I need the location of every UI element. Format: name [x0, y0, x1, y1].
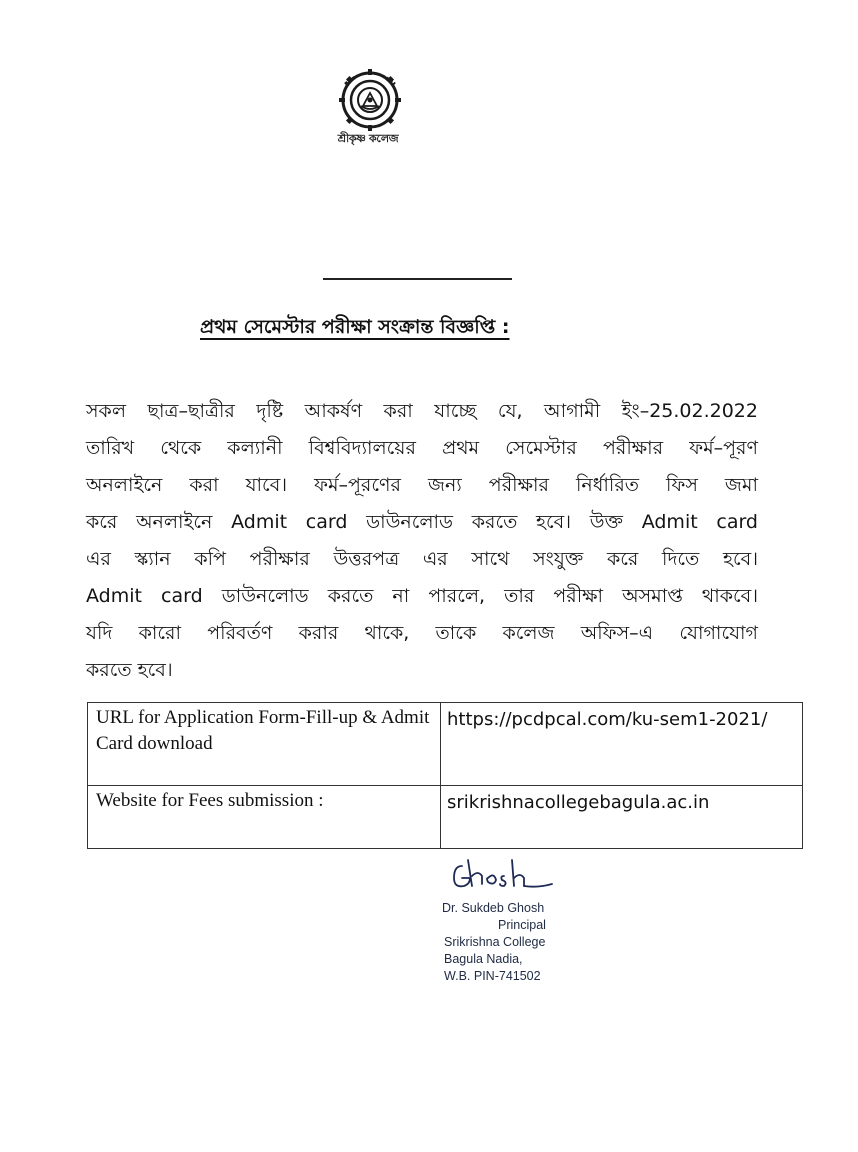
notice-heading: প্রথম সেমেস্টার পরীক্ষা সংক্রান্ত বিজ্ঞপ্তি :	[200, 316, 510, 338]
notice-line: করতে হবে।	[86, 659, 173, 681]
notice-line: তারিখ থেকে কল্যানী বিশ্ববিদ্যালয়ের প্রথম সেমেস্টার পরীক্ষার ফর্ম–পূরণ	[86, 437, 758, 459]
signatory-place: Bagula Nadia,	[444, 952, 523, 966]
table-label-cell: Website for Fees submission :	[88, 786, 441, 849]
fees-website-link[interactable]: srikrishnacollegebagula.ac.in	[441, 786, 803, 849]
principal-signature	[448, 852, 558, 898]
signatory-name: Dr. Sukdeb Ghosh	[442, 901, 545, 915]
notice-line: সকল ছাত্র–ছাত্রীর দৃষ্টি আকর্ষণ করা যাচ্ছে যে, আগামী ইং–25.02.2022	[86, 400, 758, 422]
notice-line: Admit card ডাউনলোড করতে না পারলে, তার পরীক্ষা অসমাপ্ত থাকবে।	[86, 585, 758, 607]
separator-line	[323, 278, 512, 280]
notice-line: অনলাইনে করা যাবে। ফর্ম–পূরণের জন্য পরীক্ষার নির্ধারিত ফিস জমা	[86, 474, 758, 496]
signatory-pin: W.B. PIN-741502	[444, 969, 541, 983]
signatory-title: Principal	[498, 918, 546, 932]
table-label-cell: URL for Application Form-Fill-up & Admit Card download	[88, 703, 441, 786]
notice-body	[86, 393, 758, 689]
signatory-organization: Srikrishna College	[444, 935, 546, 949]
notice-line: যদি কারো পরিবর্তণ করার থাকে, তাকে কলেজ অফিস–এ যোগাযোগ	[86, 622, 758, 644]
signatory-block	[438, 900, 608, 985]
notice-line: করে অনলাইনে Admit card ডাউনলোড করতে হবে। উক্ত Admit card	[86, 511, 758, 533]
application-url-link[interactable]: https://pcdpcal.com/ku-sem1-2021/	[441, 703, 803, 786]
links-table	[87, 702, 803, 849]
table-row	[88, 786, 803, 849]
table-row	[88, 703, 803, 786]
college-name-caption: শ্রীকৃষ্ণ কলেজ	[337, 132, 399, 145]
notice-line: এর স্ক্যান কপি পরীক্ষার উত্তরপত্র এর সাথে সংযুক্ত করে দিতে হবে।	[86, 548, 758, 570]
